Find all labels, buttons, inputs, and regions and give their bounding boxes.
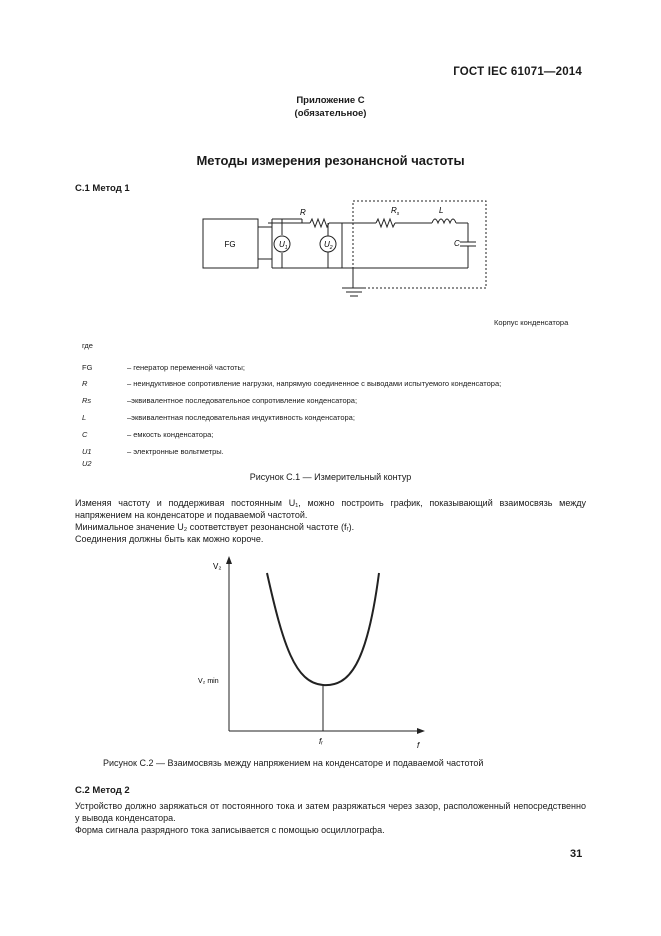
section-heading-1: С.1 Метод 1	[75, 183, 130, 194]
ymin-label: V₂ min	[198, 678, 219, 685]
annex-title: Приложение С	[296, 95, 365, 106]
r-label: R	[300, 208, 306, 217]
enclosure-label: Корпус конденсатора	[494, 318, 569, 327]
figure-2-caption: Рисунок С.2 — Взаимосвязь между напряжением на конденсаторе и подаваемой частотой	[103, 758, 484, 768]
page-title: Методы измерения резонансной частоты	[196, 153, 465, 168]
circuit-diagram	[190, 193, 490, 303]
paragraph: Минимальное значение U₂ соответствует резонансной частоте (fᵣ).	[75, 522, 355, 532]
resonance-graph	[195, 555, 435, 750]
u2-label: $U_2$	[324, 240, 333, 251]
inductor-l	[432, 219, 456, 223]
figure-1-caption: Рисунок С.1 — Измерительный контур	[249, 472, 412, 482]
u1-label: $U_1$	[279, 240, 288, 251]
resistor-r	[310, 219, 329, 227]
resonance-curve	[267, 573, 379, 685]
annex-heading	[0, 94, 661, 120]
paragraph: Изменяя частоту и поддерживая постоянным U₁, можно построить график, показывающий взаимосвязь между напряжением на конденсаторе и подаваемой частотой.	[75, 498, 586, 520]
rs-label: $R_s$	[391, 206, 400, 217]
section-heading-2: С.2 Метод 2	[75, 785, 130, 796]
l-label: L	[439, 206, 444, 215]
standard-number: ГОСТ IEC 61071—2014	[453, 66, 582, 78]
paragraph: Соединения должны быть как можно короче.	[75, 534, 264, 544]
where-label: где	[82, 341, 93, 350]
resistor-rs	[376, 219, 395, 227]
y-axis-label: V₂	[213, 562, 222, 571]
paragraph: Устройство должно заряжаться от постоянного тока и затем разряжаться через зазор, расположенный непосредственно у вывода конденсатора.	[75, 801, 586, 823]
c-label: C	[454, 239, 460, 248]
paragraph: Форма сигнала разрядного тока записывается с помощью осциллографа.	[75, 825, 385, 835]
x-axis-label: f	[417, 741, 420, 750]
annex-subtitle: (обязательное)	[294, 108, 367, 119]
fg-label: FG	[224, 240, 236, 249]
capacitor-enclosure	[353, 201, 486, 288]
page-number: 31	[570, 848, 583, 860]
fr-label: fᵣ	[319, 737, 323, 746]
